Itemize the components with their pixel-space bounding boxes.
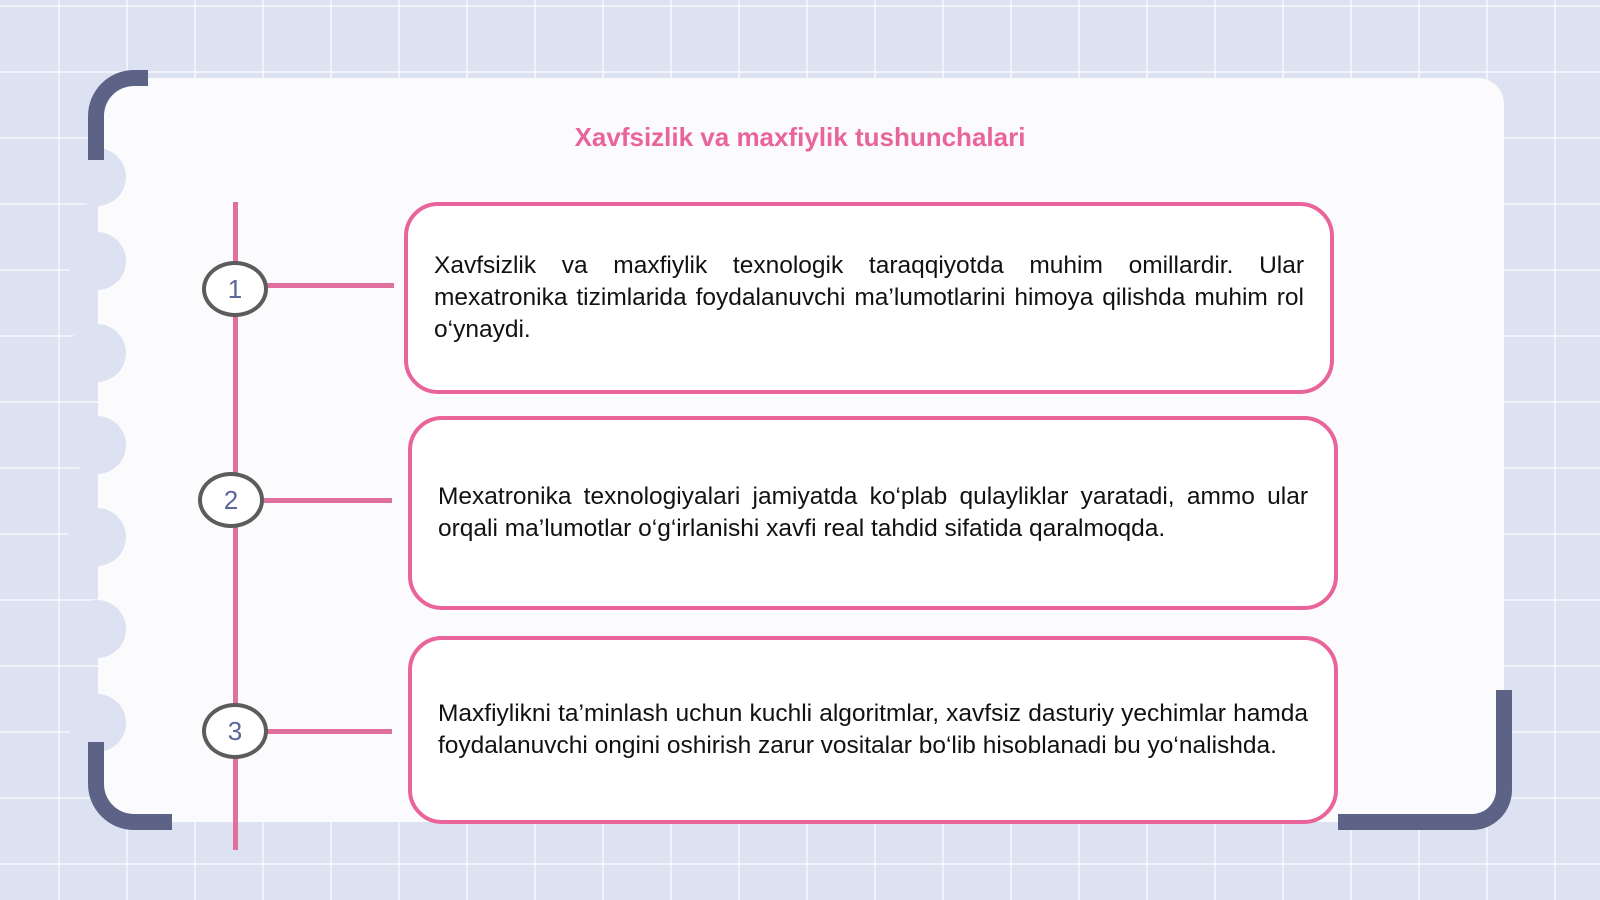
frame-corner-bottom-right [1338, 690, 1512, 830]
notebook-scallop [68, 416, 126, 474]
timeline-connector-3 [266, 729, 392, 734]
timeline-box-2 [408, 416, 1338, 610]
timeline-node-3: 3 [202, 703, 268, 759]
timeline-node-2: 2 [198, 472, 264, 528]
frame-corner-bottom-left [88, 742, 172, 830]
timeline-box-3 [408, 636, 1338, 824]
notebook-scallop [68, 324, 126, 382]
timeline-node-1: 1 [202, 261, 268, 317]
notebook-scallop [68, 232, 126, 290]
timeline-connector-2 [262, 498, 392, 503]
timeline-text-2: Mexatronika texnologiyalari jamiyatda ko‘plab qulayliklar yaratadi, ammo ular orqali ma’lumotlar o‘g‘irlanishi xavfi real tahdid sifatida qaralmoqda. [438, 483, 1308, 542]
timeline-connector-1 [266, 283, 394, 288]
timeline-box-1 [404, 202, 1334, 394]
notebook-scallop [68, 600, 126, 658]
notebook-scallop [68, 508, 126, 566]
timeline-text-3: Maxfiylikni ta’minlash uchun kuchli algoritmlar, xavfsiz dasturiy yechimlar hamda foydalanuvchi ongini oshirish zarur vositalar bo‘lib hisoblanadi bu yo‘nalishda. [438, 700, 1308, 759]
timeline-text-1: Xavfsizlik va maxfiylik texnologik taraqqiyotda muhim omillardir. Ular mexatronika tizimlarida foydalanuvchi ma’lumotlarini himoya qilishda muhim rol o‘ynaydi. [434, 252, 1304, 343]
slide-title: Xavfsizlik va maxfiylik tushunchalari [574, 122, 1026, 152]
frame-corner-top-left [88, 70, 148, 160]
